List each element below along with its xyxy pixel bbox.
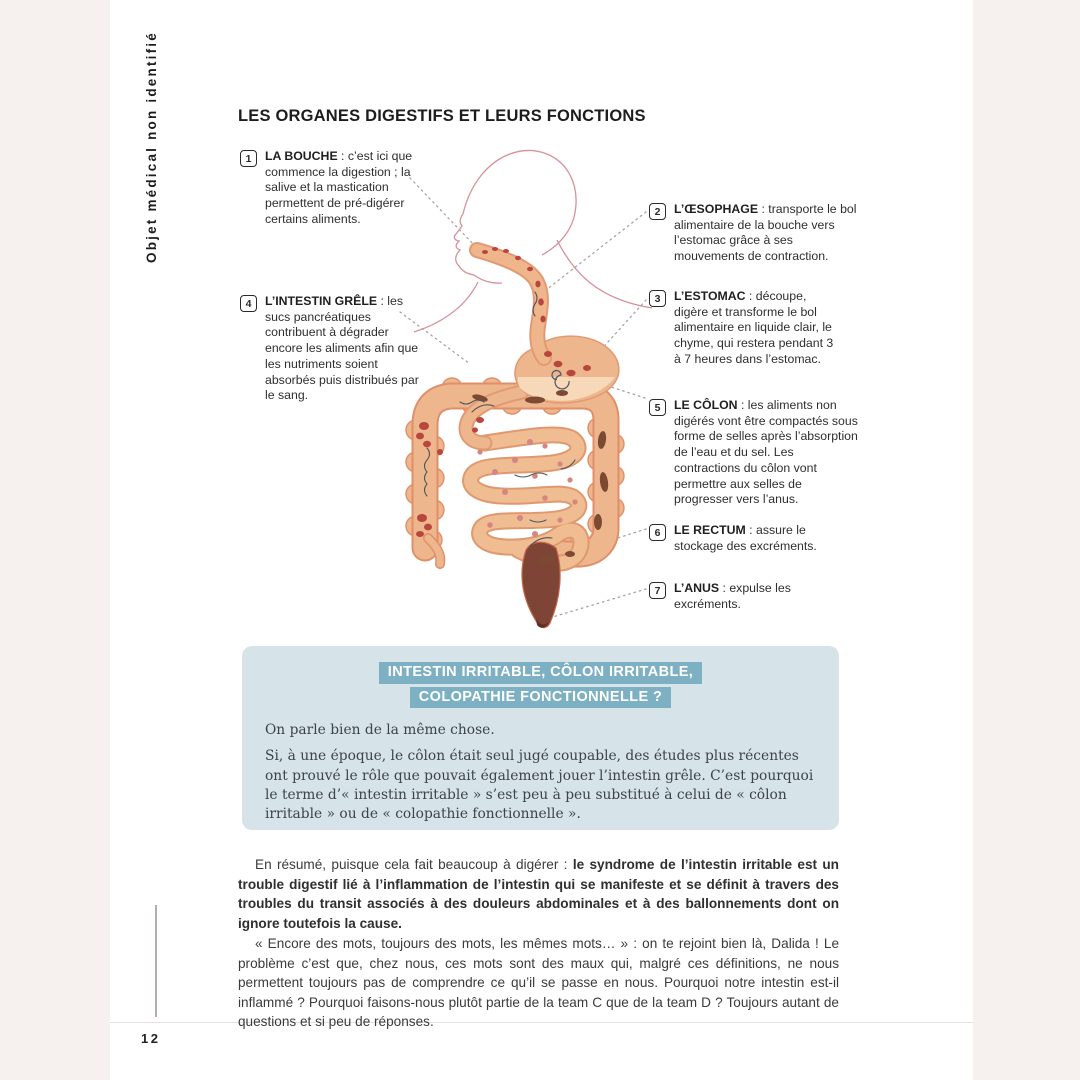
info-box bbox=[242, 646, 839, 830]
organ-name: LE RECTUM bbox=[674, 523, 746, 537]
organ-label-rectum bbox=[649, 523, 852, 554]
organ-name: L’INTESTIN GRÊLE bbox=[265, 294, 378, 308]
rectum bbox=[522, 542, 560, 628]
organ-name: L’ŒSOPHAGE bbox=[674, 202, 759, 216]
organ-description: : les sucs pancréatiques contribuent à dégrader encore les aliments afin que les nutriments soient absorbés puis distribués par le sang. bbox=[265, 294, 419, 403]
organ-label-colon bbox=[649, 398, 860, 508]
organ-description: : transporte le bol alimentaire de la bouche vers l’estomac grâce à ses mouvements de contraction. bbox=[674, 202, 857, 264]
organ-description: : c’est ici que commence la digestion ; la salive et la mastication permettent de pré-digérer certains aliments. bbox=[265, 149, 413, 226]
squiggle-lines bbox=[425, 292, 576, 546]
info-box-paragraph-2: Si, à une époque, le côlon était seul jugé coupable, des études plus récentes ont prouvé le rôle que pouvait également jouer l’intestin grêle. C’est pourquoi le terme d’« intestin irritable » s’est peu à peu substitué à celui de « côlon irritable » ou de « colopathie fonctionnelle ». bbox=[265, 748, 814, 823]
number-badge: 7 bbox=[649, 582, 666, 599]
info-box-paragraph-1: On parle bien de la même chose. bbox=[265, 722, 495, 738]
number-badge: 1 bbox=[240, 150, 257, 167]
esophagus bbox=[477, 250, 544, 358]
info-box-title-line1: INTESTIN IRRITABLE, CÔLON IRRITABLE, bbox=[379, 662, 702, 684]
organ-label-oesophage bbox=[649, 202, 858, 265]
organ-label-intestin-grele bbox=[240, 294, 425, 404]
number-badge: 2 bbox=[649, 203, 666, 220]
page-number: 12 bbox=[141, 1031, 161, 1046]
chapter-vertical-title: Objet médical non identifié bbox=[144, 31, 159, 263]
number-badge: 5 bbox=[649, 399, 666, 416]
organ-label-bouche bbox=[240, 149, 417, 228]
footer-vertical-rule bbox=[155, 905, 157, 1017]
body-paragraph-dalida: « Encore des mots, toujours des mots, les mêmes mots… » : on te rejoint bien là, Dalida ! Le problème c’est que, chez nous, ces mots sont des maux qui, malgré ces définitions, ne nous permettent toujours pas de comprendre ce qu’il se passe en nous. Pourquoi notre intestin est-il inflammé ? Pourquoi faisons-nous plutôt partie de la team C que de la team D ? Toujours autant de questions et si peu de réponses. bbox=[238, 936, 839, 1029]
number-badge: 4 bbox=[240, 295, 257, 312]
number-badge: 3 bbox=[649, 290, 666, 307]
number-badge: 6 bbox=[649, 524, 666, 541]
organ-label-estomac bbox=[649, 289, 836, 368]
organ-name: L’ANUS bbox=[674, 581, 720, 595]
organ-description: : découpe, digère et transforme le bol alimentaire en liquide clair, le chyme, qui restera pendant 3 à 7 heures dans l’estomac. bbox=[674, 289, 834, 366]
organ-name: LE CÔLON bbox=[674, 398, 738, 412]
organ-name: LA BOUCHE bbox=[265, 149, 338, 163]
organ-label-anus bbox=[649, 581, 806, 612]
body-paragraph-summary bbox=[238, 855, 839, 933]
organ-name: L’ESTOMAC bbox=[674, 289, 746, 303]
summary-bold-definition: le syndrome de l’intestin irritable est un trouble digestif lié à l’inflammation de l’intestin qui se manifeste et se définit à travers des troubles du transit associés à des douleurs abdominales et à des ballonnements dont on ignore toutefois la cause. bbox=[238, 857, 839, 931]
info-box-title-line2: COLOPATHIE FONCTIONNELLE ? bbox=[410, 687, 671, 709]
organ-description: : les aliments non digérés vont être compactés sous forme de selles après l’absorption de l’eau et du sel. Les contractions du côlon vont permettre aux selles de progresser vers l’anus. bbox=[674, 398, 858, 507]
organ-description: : expulse les excréments. bbox=[674, 581, 791, 611]
info-box-title bbox=[242, 646, 839, 708]
figure-title: LES ORGANES DIGESTIFS ET LEURS FONCTIONS bbox=[238, 107, 646, 125]
summary-intro: En résumé, puisque cela fait beaucoup à digérer : bbox=[255, 857, 573, 872]
organ-description: : assure le stockage des excréments. bbox=[674, 523, 817, 553]
